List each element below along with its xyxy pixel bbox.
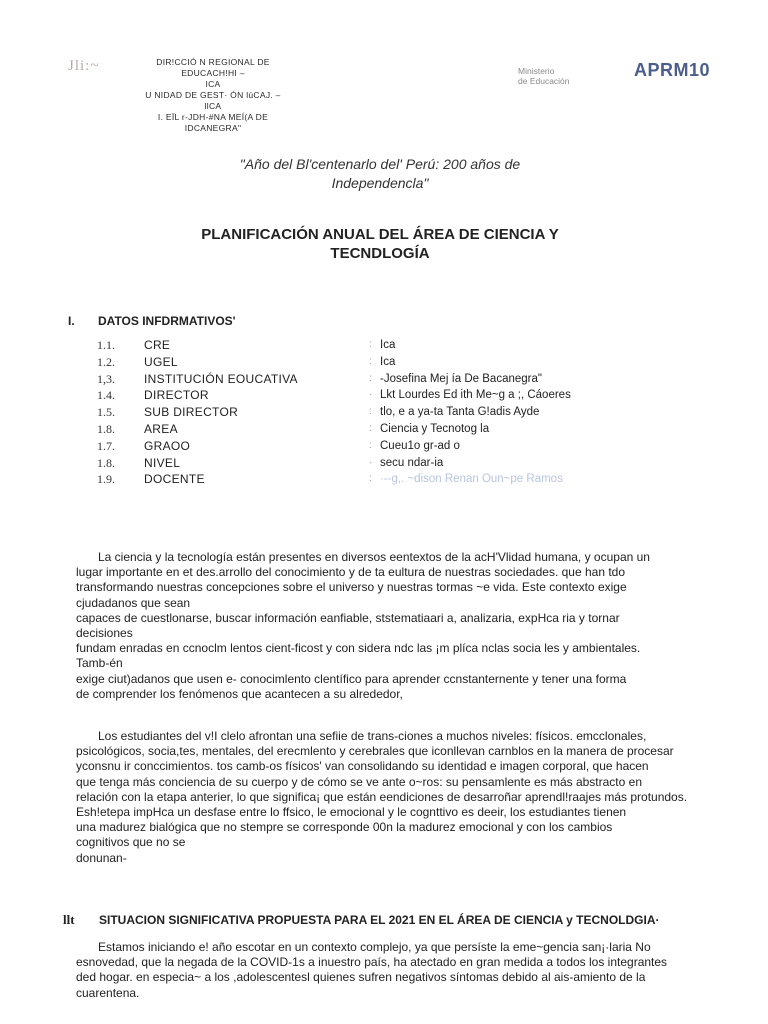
info-row — [97, 387, 657, 404]
row-colon: : — [369, 339, 372, 350]
section-heading-situacion — [63, 912, 723, 928]
info-row — [97, 337, 657, 354]
text-line: ded hogar. en especia~ a los ,adolescentesl quienes sufren negativos síntomas debido al ais-amiento de la — [76, 970, 646, 985]
info-row — [97, 404, 657, 421]
text-line: yconsnu ir conccimientos. tos camb-os físicos' van consolidando su identidad e imagen corporal, que hacen — [76, 759, 649, 774]
section-heading-text: SITUACION SIGNIFICATIVA PROPUESTA PARA EL 2021 EN EL ÁREA DE CIENCIA y TECNOLDGIA· — [99, 913, 660, 927]
text-line: de comprender los fenómenos que acantecen a su alrededor, — [76, 686, 403, 701]
text-line: que tenga más conciencia de su cuerpo y de cómo se ve ante o~ros: su pensamlente es más abstracto en — [76, 774, 642, 789]
row-number: 1.8. — [97, 421, 115, 436]
text-line: Estamos iniciando e! año escotar en un contexto complejo, ya que persíste la eme~gencia san¡·laria No — [98, 940, 651, 954]
row-label: DOCENTE — [144, 472, 205, 487]
text-line: relación con la etapa anterier, lo que significa¡ que están eendiciones de desarroñar aprendl!raajes más protundos. — [76, 789, 688, 804]
row-value: -Josefina Mej ía De Bacanegra" — [380, 372, 542, 385]
motto-line: Independencla" — [331, 175, 429, 191]
row-colon: : — [369, 355, 372, 367]
institution-line: DIR!CCIÓ N REGIONAL DE EDUCACH!HI – — [156, 57, 270, 78]
document-title — [150, 225, 610, 263]
paragraph-ciencia — [76, 550, 708, 702]
text-line: Esh!etepa impHca un desfase entre lo ffsico, le emocional y le cognttivo es deeir, los estudiantes tienen — [76, 805, 627, 820]
text-line: La ciencia y la tecnología están presentes en diversos eentextos de la acH'Vlidad humana, y ocupan un — [98, 550, 650, 564]
title-line: TECNDLOGÍA — [330, 245, 430, 262]
info-row — [97, 471, 657, 488]
row-number: 1.2. — [97, 354, 115, 369]
text-line: cjudadanos que sean — [76, 595, 191, 610]
row-value: Ciencia y Tecnotog la — [380, 422, 490, 435]
row-value: tlo, e a ya-ta Tanta G!adis Ayde — [380, 406, 540, 419]
document-code: APRM10 — [634, 60, 711, 80]
row-label: GRAOO — [144, 438, 191, 453]
row-label: CRE — [144, 338, 171, 352]
row-label: SUB DIRECTOR — [144, 405, 239, 420]
row-value: Cueu1o gr-ad o — [380, 439, 460, 452]
row-label: INSTITUCIÓN EOUCATIVA — [144, 371, 298, 386]
info-row — [97, 371, 657, 388]
paragraph-situacion — [76, 940, 708, 1001]
text-line: cuarentena. — [76, 985, 140, 1000]
row-label: UGEL — [144, 354, 178, 369]
text-line: psicológicos, socia,tes, mentales, del erecmlento y cerebrales que iconllevan carnblos en la manera de procesar — [76, 744, 674, 759]
text-line: lugar importante en et des.arrollo del conocimiento y de ta eultura de nuestras sociedades. que han tdo — [76, 565, 626, 580]
row-number: 1.7. — [97, 438, 115, 453]
institution-line: llCA — [204, 101, 222, 111]
info-row — [97, 354, 657, 371]
row-colon: · — [369, 389, 373, 401]
row-colon: : — [369, 473, 372, 485]
paragraph-estudiantes — [76, 729, 708, 866]
row-number: 1.5. — [97, 405, 115, 420]
section-number: I. — [68, 314, 75, 328]
row-colon: · — [369, 456, 373, 468]
institution-line: U NIDAD DE GEST· ÓN lúCAJ. – — [145, 90, 281, 100]
text-line: una madurez bialógica que no stempre se corresponde 00n la madurez emocional y con los cambios — [76, 820, 613, 835]
row-colon: : — [369, 406, 372, 418]
text-line: decisiones — [76, 626, 133, 641]
row-value: Lkt Lourdes Ed ith Me~g a ;, Cáoeres — [380, 389, 571, 402]
ministry-line: Ministerio — [518, 66, 555, 76]
text-line: transformando nuestras concepciones sobre el universo y nuestras tormas ~e vida. Este contexto exige — [76, 580, 627, 595]
institution-line: IDCANEGRA" — [184, 123, 242, 133]
row-value: Ica — [380, 355, 396, 368]
title-line: PLANIFICACIÓN ANUAL DEL ÁREA DE CIENCIA Y — [201, 226, 559, 243]
row-colon: : — [369, 422, 372, 434]
section-heading-datos — [68, 314, 236, 328]
row-number: 1.1. — [97, 338, 115, 352]
institution-line: I. EÏL r-JDH-#NA MEÍ(A DE — [157, 112, 269, 122]
motto-line: "Año del Bl'centenarlo del' Perú: 200 años de — [239, 156, 521, 172]
text-line: Tamb-én — [76, 656, 123, 671]
ministry-label — [518, 66, 570, 86]
row-number: 1.8. — [97, 455, 115, 470]
text-line: esnovedad, que la negada de la COVID-1s a inuestro país, ha atectado en gran medida a todos los integrantes — [76, 955, 668, 970]
text-line: fundam enradas en ccnoclm lentos cient-ficost y con sidera ndc las ¡m plíca nclas socia les y ambientales. — [76, 641, 641, 656]
row-value: secu ndar-ia — [380, 456, 444, 469]
row-number: 1.4. — [97, 388, 115, 403]
row-value: Ica — [380, 339, 396, 351]
row-colon: : — [369, 372, 372, 384]
info-row — [97, 421, 657, 438]
row-value: ·--g,. ~dison Renan Oun~pe Ramos — [380, 473, 563, 486]
text-line: Los estudiantes del v!I clelo afrontan una sefiie de trans-ciones a muchos niveles: físicos. emcclonales, — [98, 729, 647, 743]
institution-line: ICA — [205, 79, 221, 89]
info-table — [97, 337, 657, 488]
text-line: capaces de cuestlonarse, buscar información eanfiable, ststematiaari a, analizaria, expHca ria y tornar — [76, 610, 620, 625]
text-line: cognitivos que no se — [76, 835, 186, 850]
info-row — [97, 438, 657, 455]
row-label: AREA — [144, 421, 178, 436]
institution-header — [128, 57, 298, 134]
row-colon: : — [369, 439, 372, 451]
row-label: NIVEL — [144, 455, 181, 470]
year-motto — [230, 155, 530, 193]
section-number: llt — [63, 912, 75, 927]
institution-logo: Jli:~ — [68, 58, 100, 74]
section-heading-text: DATOS INFDRMATIVOS' — [98, 314, 236, 328]
row-label: DIRECTOR — [144, 388, 209, 403]
text-line: exige ciut)adanos que usen e- conocimlento clentífico para aprender ccnstanternente y tener una forma — [76, 671, 627, 686]
ministry-line: de Educación — [518, 76, 570, 86]
text-line: donunan- — [76, 850, 127, 865]
row-number: 1.9. — [97, 472, 115, 487]
row-number: 1,3. — [97, 371, 115, 386]
info-row — [97, 455, 657, 472]
